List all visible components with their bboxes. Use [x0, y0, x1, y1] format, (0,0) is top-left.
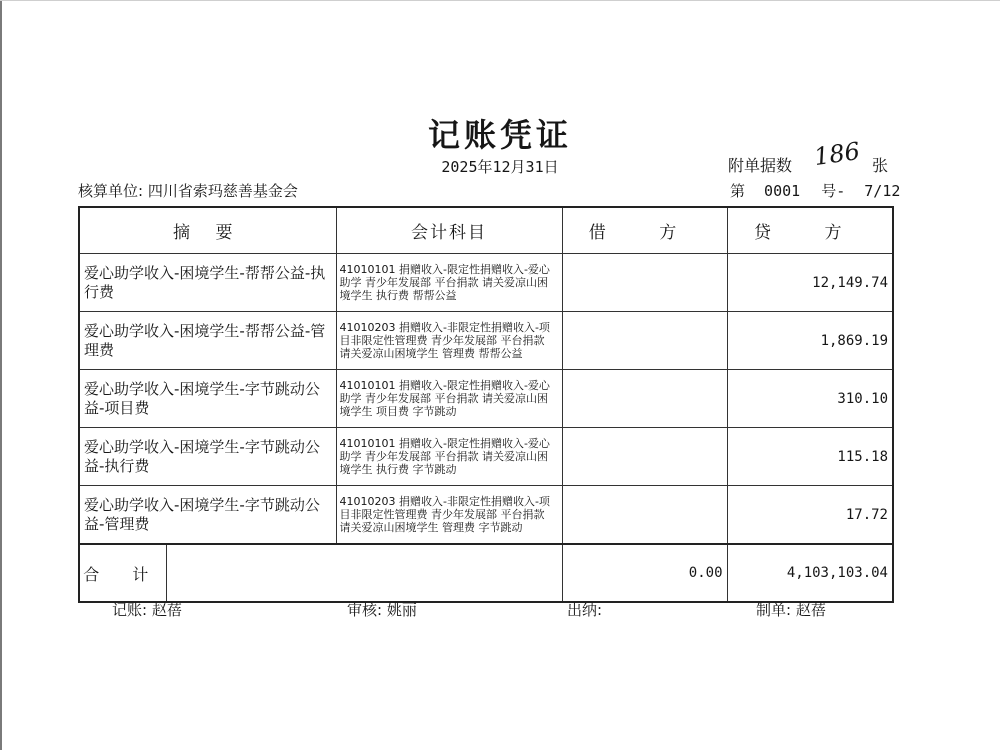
entry-summary: 爱心助学收入-困境学生-字节跳动公益-执行费: [79, 428, 336, 486]
voucher-table: [78, 206, 894, 603]
voucher-title: 记账凭证: [427, 116, 572, 154]
voucher-number-prefix: 第: [730, 182, 746, 200]
paper-edge-top: [0, 0, 1000, 1]
entry-summary: 爱心助学收入-困境学生-字节跳动公益-项目费: [79, 370, 336, 428]
voucher-date: 2025年12月31日: [441, 158, 559, 176]
table-row: [79, 486, 893, 545]
table-row: [79, 428, 893, 486]
entry-summary: 爱心助学收入-困境学生-帮帮公益-管理费: [79, 312, 336, 370]
entry-debit: [562, 370, 727, 428]
total-debit: 0.00: [562, 544, 727, 602]
table-row: [79, 312, 893, 370]
entry-credit: 17.72: [727, 486, 893, 545]
entry-summary: 爱心助学收入-困境学生-帮帮公益-执行费: [79, 254, 336, 312]
entry-debit: [562, 428, 727, 486]
entry-account: 41010101 捐赠收入-限定性捐赠收入-爱心助学 青少年发展部 平台捐款 请关爱凉山困境学生 执行费 字节跳动: [336, 428, 562, 486]
footer-cashier: 出纳:: [567, 601, 603, 619]
footer-preparer: 制单: 赵蓓: [756, 601, 826, 619]
header-account: 会计科目: [336, 207, 562, 254]
attachment-unit: 张: [872, 156, 889, 175]
table-row: [79, 254, 893, 312]
accounting-unit-name: 四川省索玛慈善基金会: [147, 182, 298, 200]
header-debit: 借 方: [562, 207, 727, 254]
entry-debit: [562, 486, 727, 545]
entry-account: 41010101 捐赠收入-限定性捐赠收入-爱心助学 青少年发展部 平台捐款 请关爱凉山困境学生 执行费 帮帮公益: [336, 254, 562, 312]
entry-debit: [562, 312, 727, 370]
total-credit: 4,103,103.04: [727, 544, 893, 602]
entry-credit: 1,869.19: [727, 312, 893, 370]
total-blank: [166, 544, 562, 602]
total-row: [79, 544, 893, 602]
entry-account: 41010203 捐赠收入-非限定性捐赠收入-项目非限定性管理费 青少年发展部 平台捐款 请关爱凉山困境学生 管理费 字节跳动: [336, 486, 562, 545]
accounting-unit: [78, 180, 298, 201]
entry-credit: 310.10: [727, 370, 893, 428]
header-credit: 贷 方: [727, 207, 893, 254]
voucher-number-suffix: 号-: [821, 182, 846, 200]
entry-summary: 爱心助学收入-困境学生-字节跳动公益-管理费: [79, 486, 336, 545]
voucher-number: [730, 180, 900, 201]
table-header-row: [79, 207, 893, 254]
entry-debit: [562, 254, 727, 312]
entry-credit: 12,149.74: [727, 254, 893, 312]
footer-bookkeeper: 记账: 赵蓓: [112, 601, 182, 619]
table-row: [79, 370, 893, 428]
total-label: 合 计: [79, 544, 166, 602]
voucher-page: 7/12: [864, 182, 901, 200]
footer-reviewer: 审核: 姚丽: [347, 601, 417, 619]
entry-account: 41010203 捐赠收入-非限定性捐赠收入-项目非限定性管理费 青少年发展部 平台捐款 请关爱凉山困境学生 管理费 帮帮公益: [336, 312, 562, 370]
attachment-count-handwritten: 186: [812, 136, 862, 172]
attachment-label: 附单据数: [728, 156, 793, 175]
entry-credit: 115.18: [727, 428, 893, 486]
entry-account: 41010101 捐赠收入-限定性捐赠收入-爱心助学 青少年发展部 平台捐款 请关爱凉山困境学生 项目费 字节跳动: [336, 370, 562, 428]
voucher-number-value: 0001: [764, 182, 801, 200]
accounting-unit-label: 核算单位:: [78, 182, 144, 200]
header-summary: 摘 要: [79, 207, 336, 254]
